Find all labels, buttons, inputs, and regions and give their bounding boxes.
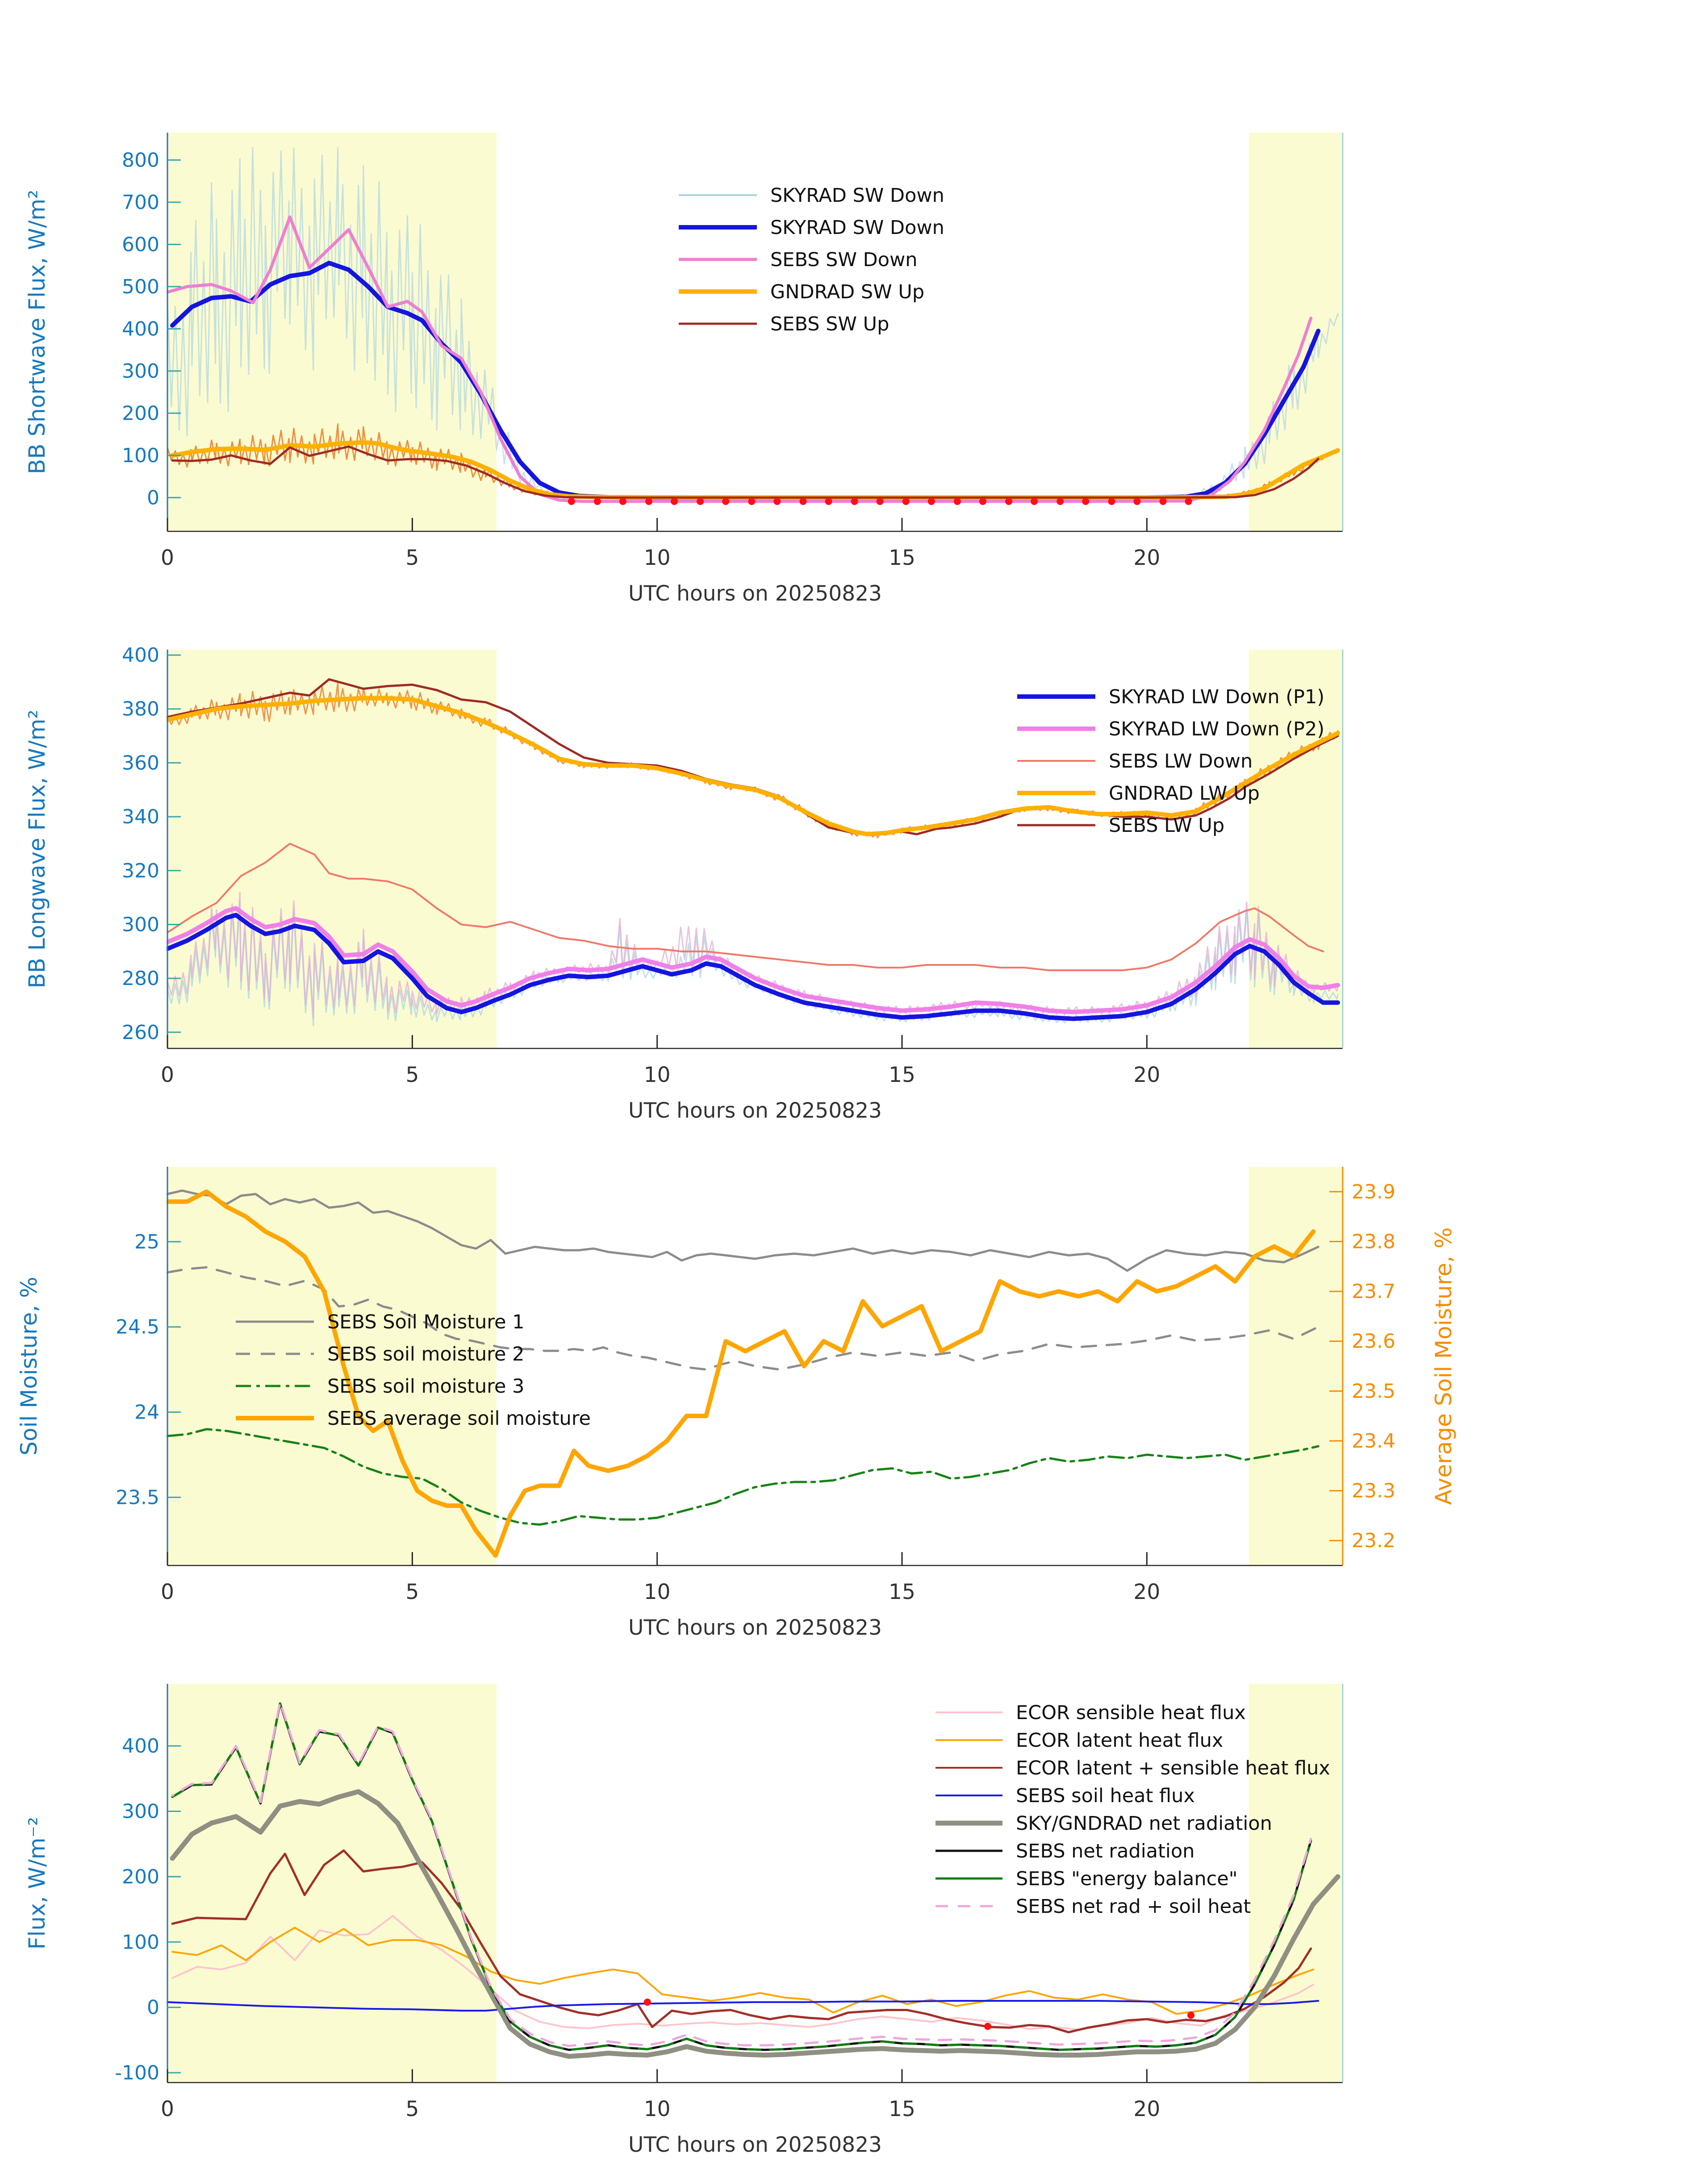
x-tick-label: 0 — [161, 1580, 174, 1604]
legend-label: SEBS SW Up — [770, 313, 889, 335]
y-axis-label: BB Shortwave Flux, W/m² — [24, 189, 50, 475]
legend-label: SEBS SW Down — [770, 249, 918, 271]
legend-label: GNDRAD SW Up — [770, 281, 925, 303]
y-tick-label: 400 — [122, 644, 159, 667]
y-tick-label: 400 — [122, 1735, 159, 1758]
x-axis-label: UTC hours on 20250823 — [628, 581, 882, 606]
y-tick-label: 300 — [122, 1800, 159, 1823]
y-tick-label: 500 — [122, 275, 159, 298]
y-tick-label: 260 — [122, 1021, 159, 1044]
legend-label: SKYRAD SW Down — [770, 217, 944, 239]
x-tick-label: 20 — [1133, 1580, 1161, 1604]
x-tick-label: 10 — [643, 1063, 671, 1087]
y-tick-label: 300 — [122, 913, 159, 936]
right-y-tick-label: 23.6 — [1352, 1330, 1395, 1353]
x-tick-label: 5 — [405, 1063, 419, 1087]
legend-label: SEBS soil moisture 2 — [327, 1343, 525, 1365]
y-tick-label: 0 — [147, 486, 159, 509]
legend-label: SEBS Soil Moisture 1 — [327, 1311, 525, 1333]
x-axis-label: UTC hours on 20250823 — [628, 1615, 882, 1640]
y-axis-label: Soil Moisture, % — [16, 1277, 42, 1456]
right-y-axis-label: Average Soil Moisture, % — [1431, 1227, 1457, 1505]
x-tick-label: 5 — [405, 2097, 419, 2121]
y-tick-label: 360 — [122, 751, 159, 775]
y-tick-label: 320 — [122, 859, 159, 882]
legend-label: SEBS LW Up — [1109, 814, 1225, 837]
x-tick-label: 5 — [405, 1580, 419, 1604]
y-tick-label: 340 — [122, 806, 159, 829]
x-tick-label: 0 — [161, 1063, 174, 1087]
y-tick-label: 0 — [147, 1996, 159, 2019]
legend-label: SEBS LW Down — [1109, 750, 1253, 772]
right-y-tick-label: 23.9 — [1352, 1180, 1395, 1203]
x-tick-label: 20 — [1133, 546, 1161, 570]
y-tick-label: 800 — [122, 149, 159, 172]
legend-label: SKYRAD LW Down (P2) — [1109, 718, 1325, 740]
legend-label: SKY/GNDRAD net radiation — [1016, 1812, 1272, 1835]
right-y-tick-label: 23.8 — [1352, 1230, 1395, 1253]
legend-label: SEBS soil moisture 3 — [327, 1375, 525, 1398]
x-tick-label: 10 — [643, 2097, 671, 2121]
legend-label: SEBS "energy balance" — [1016, 1868, 1238, 1890]
right-y-tick-label: 23.3 — [1352, 1479, 1395, 1503]
x-tick-label: 0 — [161, 546, 174, 570]
x-tick-label: 5 — [405, 546, 419, 570]
y-tick-label: -100 — [115, 2062, 159, 2085]
y-tick-label: 25 — [134, 1230, 159, 1253]
y-tick-label: 200 — [122, 402, 159, 425]
x-tick-label: 20 — [1133, 1063, 1161, 1087]
legend-label: SEBS soil heat flux — [1016, 1785, 1195, 1807]
x-tick-label: 15 — [889, 1580, 915, 1604]
y-tick-label: 280 — [122, 967, 159, 990]
y-axis-label: Flux, W/m⁻² — [24, 1816, 50, 1950]
legend-label: ECOR sensible heat flux — [1016, 1702, 1246, 1724]
daylight-band — [1249, 1684, 1343, 2083]
y-tick-label: 700 — [122, 191, 159, 214]
legend-label: SEBS net rad + soil heat — [1016, 1895, 1251, 1918]
legend-label: GNDRAD LW Up — [1109, 782, 1260, 805]
y-tick-label: 380 — [122, 697, 159, 721]
right-y-tick-label: 23.7 — [1352, 1280, 1395, 1303]
x-tick-label: 15 — [889, 546, 915, 570]
y-tick-label: 200 — [122, 1865, 159, 1888]
legend-label: SEBS average soil moisture — [327, 1407, 591, 1430]
x-tick-label: 0 — [161, 2097, 174, 2121]
y-tick-label: 400 — [122, 317, 159, 341]
y-axis-label: BB Longwave Flux, W/m² — [24, 710, 50, 989]
daylight-band — [167, 133, 497, 531]
legend-label: SEBS net radiation — [1016, 1840, 1195, 1862]
y-tick-label: 24.5 — [116, 1315, 159, 1339]
daylight-band — [1249, 1167, 1343, 1565]
x-tick-label: 10 — [643, 1580, 671, 1604]
y-tick-label: 23.5 — [116, 1486, 159, 1509]
y-tick-label: 100 — [122, 444, 159, 467]
y-tick-label: 300 — [122, 359, 159, 383]
legend-label: SKYRAD LW Down (P1) — [1109, 686, 1325, 708]
x-tick-label: 15 — [889, 1063, 915, 1087]
y-tick-label: 24 — [134, 1401, 159, 1424]
x-axis-label: UTC hours on 20250823 — [628, 2133, 882, 2157]
legend-label: SKYRAD SW Down — [770, 184, 944, 207]
x-tick-label: 20 — [1133, 2097, 1161, 2121]
x-axis-label: UTC hours on 20250823 — [628, 1098, 882, 1123]
legend-label: ECOR latent + sensible heat flux — [1016, 1757, 1330, 1779]
y-tick-label: 600 — [122, 233, 159, 256]
right-y-tick-label: 23.2 — [1352, 1529, 1395, 1553]
legend-label: ECOR latent heat flux — [1016, 1729, 1224, 1752]
y-tick-label: 100 — [122, 1931, 159, 1954]
x-tick-label: 10 — [643, 546, 671, 570]
right-y-tick-label: 23.5 — [1352, 1380, 1395, 1403]
right-y-tick-label: 23.4 — [1352, 1429, 1395, 1453]
daylight-band — [167, 1684, 497, 2083]
x-tick-label: 15 — [889, 2097, 915, 2121]
